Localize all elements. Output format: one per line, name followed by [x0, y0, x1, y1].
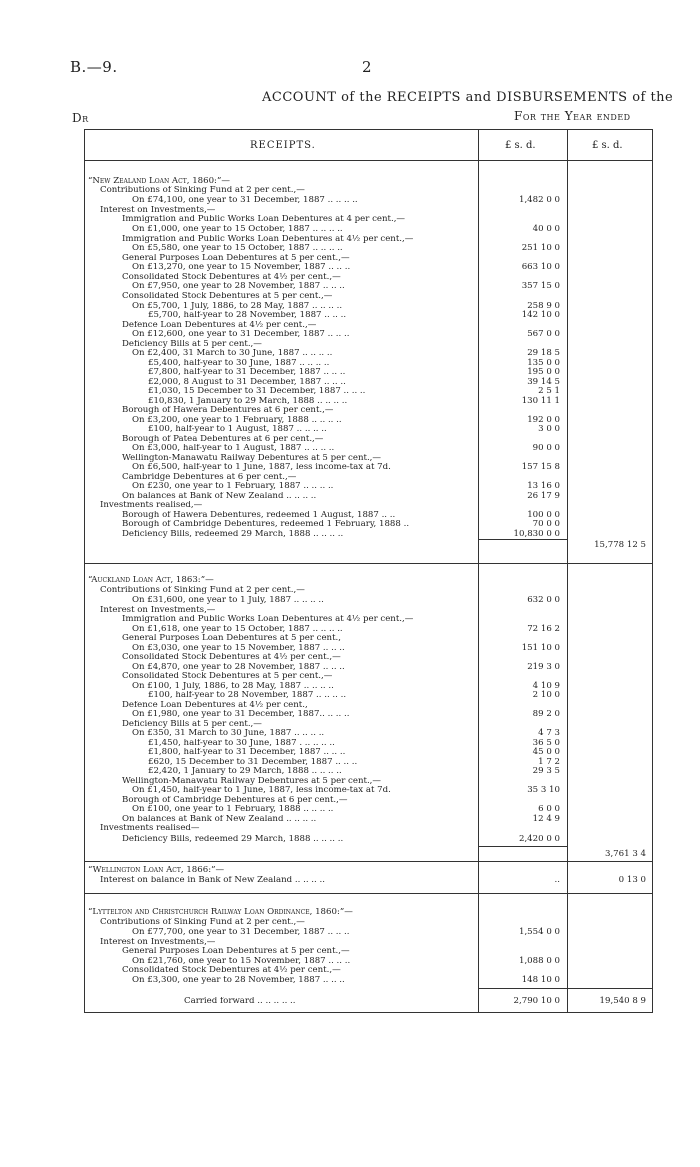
ledger-row-label: Wellington-Manawatu Railway Debentures at 5 per cent.,— — [122, 454, 381, 463]
rule-section-3 — [85, 893, 652, 894]
rule-total-2 — [479, 846, 567, 847]
ledger-row-amount: 70 0 0 — [530, 520, 560, 529]
amount-column-header: £ s. d. — [505, 140, 536, 151]
section-heading: “Auckland Loan Act, 1863:”— — [88, 576, 214, 585]
ledger-row-amount: 2,790 10 0 — [511, 997, 560, 1006]
receipts-column-header: RECEIPTS. — [250, 140, 316, 151]
ledger-row-label: On £3,200, one year to 1 February, 1888 .. .. .. .. — [132, 416, 342, 425]
ledger-row-label: £1,030, 15 December to 31 December, 1887 .. .. .. — [148, 387, 366, 396]
debit-label: Dr — [72, 111, 89, 125]
ledger-row-label: On £100, one year to 1 February, 1888 .. .. .. .. — [132, 805, 334, 814]
ledger-row-label: Borough of Cambridge Debentures at 6 per cent.,— — [122, 796, 348, 805]
ledger-row-label: Investments realised,— — [100, 501, 203, 510]
ledger-row-label: Deficiency Bills, redeemed 29 March, 1888 .. .. .. .. — [122, 530, 344, 539]
ledger-row-label: On £100, 1 July, 1886, to 28 May, 1887 .. .. .. .. — [132, 682, 334, 691]
ledger-row-label: Consolidated Stock Debentures at 4½ per cent.,— — [122, 273, 341, 282]
ledger-row-amount: 39 14 5 — [524, 378, 560, 387]
ledger-row-amount: 192 0 0 — [524, 416, 560, 425]
rule-section-1 — [85, 563, 652, 564]
ledger-row-label: Interest on Investments,— — [100, 206, 216, 215]
ledger-row-label: Defence Loan Debentures at 4½ per cent.,— — [122, 321, 317, 330]
ledger-row-amount: 29 3 5 — [530, 767, 560, 776]
ledger-row-label: On £21,760, one year to 15 November, 1887 .. .. .. — [132, 957, 351, 966]
ledger-row-label: Borough of Patea Debentures at 6 per cent.,— — [122, 435, 324, 444]
ledger-row-label: On £1,450, half-year to 1 June, 1887, less income-tax at 7d. — [132, 786, 391, 795]
ledger-row-label: Immigration and Public Works Loan Debentures at 4 per cent.,— — [122, 215, 406, 224]
ledger-row-label: £5,700, half-year to 28 November, 1887 .. .. .. — [148, 311, 347, 320]
ledger-row-label: £2,000, 8 August to 31 December, 1887 .. .. .. — [148, 378, 346, 387]
ledger-row-amount: 4 7 3 — [535, 729, 560, 738]
ledger-row-label: Cambridge Debentures at 6 per cent.,— — [122, 473, 297, 482]
ledger-row-label: Contributions of Sinking Fund at 2 per cent.,— — [100, 918, 305, 927]
ledger-row-label: General Purposes Loan Debentures at 5 per cent.,— — [122, 947, 350, 956]
page-number: 2 — [362, 58, 373, 76]
ledger-row-label: £10,830, 1 January to 29 March, 1888 .. .. .. .. — [148, 397, 348, 406]
table-right-border — [652, 129, 653, 1013]
ledger-row-label: On £230, one year to 1 February, 1887 .. .. .. .. — [132, 482, 334, 491]
ledger-row-amount: 40 0 0 — [530, 225, 560, 234]
section-heading: “Lyttelton and Christchurch Railway Loan Ordinance, 1860:”— — [88, 908, 353, 917]
ledger-row-label: On £12,600, one year to 31 December, 1887 .. .. .. — [132, 330, 350, 339]
ledger-row-amount: 1 7 2 — [535, 758, 560, 767]
ledger-row-amount: 26 17 9 — [524, 492, 560, 501]
ledger-row-label: On £3,000, half-year to 1 August, 1887 .. .. .. .. — [132, 444, 335, 453]
ledger-row-amount: 148 10 0 — [519, 976, 560, 985]
account-title: ACCOUNT of the RECEIPTS and DISBURSEMENTS of the — [262, 90, 674, 105]
ledger-row-label: Interest on Investments,— — [100, 606, 216, 615]
ledger-row-label: Immigration and Public Works Loan Debentures at 4½ per cent.,— — [122, 235, 414, 244]
ledger-row-label: On £5,700, 1 July, 1886, to 28 May, 1887 .. .. .. .. — [132, 302, 343, 311]
ledger-row-label: £100, half-year to 28 November, 1887 .. .. .. .. — [148, 691, 347, 700]
ledger-row-amount: 142 10 0 — [519, 311, 560, 320]
column-divider-1 — [478, 129, 479, 1013]
ledger-row-label: On £7,950, one year to 28 November, 1887 .. .. .. — [132, 282, 345, 291]
ledger-row-label: On £1,000, one year to 15 October, 1887 .. .. .. .. — [132, 225, 343, 234]
ledger-row-label: £1,450, half-year to 30 June, 1887 . .. .. .. .. — [148, 739, 335, 748]
ledger-row-amount: 357 15 0 — [519, 282, 560, 291]
ledger-row-amount: 90 0 0 — [530, 444, 560, 453]
table-left-border — [84, 129, 85, 1013]
ledger-row-label: Carried forward .. .. .. .. .. — [184, 997, 296, 1006]
rule-total-4 — [567, 988, 652, 989]
ledger-row-amount: 258 9 0 — [524, 302, 560, 311]
ledger-row-total: 0 13 0 — [618, 875, 646, 885]
ledger-row-amount: 130 11 1 — [519, 397, 560, 406]
ledger-row-amount: 3 0 0 — [535, 425, 560, 434]
ledger-row-label: Deficiency Bills, redeemed 29 March, 1888 .. .. .. .. — [122, 835, 344, 844]
ledger-row-amount: 2,420 0 0 — [516, 835, 560, 844]
rule-total-1 — [479, 539, 567, 540]
ledger-row-amount: 2 5 1 — [535, 387, 560, 396]
ledger-row-label: Deficiency Bills at 5 per cent.,— — [122, 340, 262, 349]
ledger-row-amount: 219 3 0 — [524, 663, 560, 672]
ledger-row-amount: 4 10 9 — [530, 682, 560, 691]
ledger-row-amount: 36 5 0 — [530, 739, 560, 748]
ledger-row-amount: 2 10 0 — [530, 691, 560, 700]
ledger-row-label: Borough of Cambridge Debentures, redeemed 1 February, 1888 .. — [122, 520, 410, 529]
ledger-row-label: On £6,500, half-year to 1 June, 1887, less income-tax at 7d. — [132, 463, 391, 472]
ledger-row-amount: 151 10 0 — [519, 644, 560, 653]
ledger-row-label: On £77,700, one year to 31 December, 1887 .. .. .. — [132, 928, 350, 937]
ledger-row-label: On £1,618, one year to 15 October, 1887 .. .. .. .. — [132, 625, 343, 634]
ledger-row-label: On £3,300, one year to 28 November, 1887 .. .. .. — [132, 976, 345, 985]
ledger-row-amount: 251 10 0 — [519, 244, 560, 253]
ledger-row-amount: 89 2 0 — [530, 710, 560, 719]
ledger-row-label: Interest on balance in Bank of New Zealand .. .. .. .. — [100, 876, 325, 885]
ledger-row-total: 3,761 3 4 — [604, 849, 646, 859]
ledger-row-label: £620, 15 December to 31 December, 1887 .. .. .. — [148, 758, 358, 767]
ledger-row-label: General Purposes Loan Debentures at 5 per cent., — [122, 634, 341, 643]
ledger-row-label: Defence Loan Debentures at 4½ per cent., — [122, 701, 308, 710]
page-ref: B.—9. — [70, 58, 118, 76]
total-column-header: £ s. d. — [592, 140, 623, 151]
ledger-row-label: General Purposes Loan Debentures at 5 per cent.,— — [122, 254, 350, 263]
ledger-row-amount: 157 15 8 — [519, 463, 560, 472]
ledger-row-amount: 10,830 0 0 — [511, 530, 560, 539]
ledger-row-amount: 1,554 0 0 — [516, 928, 560, 937]
ledger-row-label: Immigration and Public Works Loan Debentures at 4½ per cent.,— — [122, 615, 414, 624]
ledger-row-amount: 1,088 0 0 — [516, 957, 560, 966]
section-heading: “Wellington Loan Act, 1866:”— — [88, 866, 225, 875]
ledger-row-amount: 6 0 0 — [535, 805, 560, 814]
column-divider-2 — [567, 129, 568, 1013]
ledger-row-label: £1,800, half-year to 31 December, 1887 .. .. .. — [148, 748, 346, 757]
ledger-row-label: On £2,400, 31 March to 30 June, 1887 .. .. .. .. — [132, 349, 333, 358]
ledger-row-label: Borough of Hawera Debentures at 6 per cent.,— — [122, 406, 334, 415]
ledger-row-label: Wellington-Manawatu Railway Debentures at 5 per cent.,— — [122, 777, 381, 786]
ledger-row-amount: 29 18 5 — [524, 349, 560, 358]
ledger-row-label: On £1,980, one year to 31 December, 1887.. .. .. .. — [132, 710, 350, 719]
ledger-row-label: Interest on Investments,— — [100, 938, 216, 947]
ledger-row-amount: 567 0 0 — [524, 330, 560, 339]
ledger-row-total: 15,778 12 5 — [594, 540, 646, 550]
ledger-row-label: £100, half-year to 1 August, 1887 .. .. .. .. — [148, 425, 327, 434]
ledger-row-label: On £13,270, one year to 15 November, 1887 .. .. .. — [132, 263, 351, 272]
ledger-row-label: Borough of Hawera Debentures, redeemed 1 August, 1887 .. .. — [122, 511, 396, 520]
ledger-row-label: Investments realised— — [100, 824, 200, 833]
ledger-row-label: Consolidated Stock Debentures at 4½ per cent.,— — [122, 653, 341, 662]
rule-subtotal-4 — [479, 988, 567, 989]
ledger-row-label: On £31,600, one year to 1 July, 1887 .. .. .. .. — [132, 596, 324, 605]
ledger-row-label: Consolidated Stock Debentures at 5 per cent.,— — [122, 672, 333, 681]
ledger-row-amount: 45 0 0 — [530, 748, 560, 757]
ledger-row-label: On £3,030, one year to 15 November, 1887 .. .. .. — [132, 644, 345, 653]
ledger-row-amount: 135 0 0 — [524, 359, 560, 368]
ledger-row-amount: .. — [552, 876, 560, 885]
year-ended-label: For the Year ended — [514, 109, 631, 123]
ledger-row-amount: 1,482 0 0 — [516, 196, 560, 205]
ledger-row-label: £2,420, 1 January to 29 March, 1888 .. .. .. .. — [148, 767, 342, 776]
ledger-row-total: 19,540 8 9 — [599, 996, 646, 1006]
ledger-row-label: On balances at Bank of New Zealand .. .. .. .. — [122, 492, 317, 501]
ledger-row-amount: 195 0 0 — [524, 368, 560, 377]
section-heading: “New Zealand Loan Act, 1860:”— — [88, 177, 230, 186]
ledger-row-label: On £350, 31 March to 30 June, 1887 .. .. .. .. — [132, 729, 325, 738]
ledger-row-amount: 13 16 0 — [524, 482, 560, 491]
ledger-row-amount: 100 0 0 — [524, 511, 560, 520]
ledger-row-label: On balances at Bank of New Zealand .. .. .. .. — [122, 815, 317, 824]
ledger-row-label: Consolidated Stock Debentures at 5 per cent.,— — [122, 292, 333, 301]
ledger-row-amount: 663 10 0 — [519, 263, 560, 272]
ledger-row-label: £5,400, half-year to 30 June, 1887 .. .. .. .. — [148, 359, 330, 368]
ledger-row-label: Consolidated Stock Debentures at 4½ per cent.,— — [122, 966, 341, 975]
ledger-row-label: Contributions of Sinking Fund at 2 per cent.,— — [100, 586, 305, 595]
ledger-row-label: Deficiency Bills at 5 per cent.,— — [122, 720, 262, 729]
ledger-row-amount: 35 3 10 — [524, 786, 560, 795]
rule-section-2 — [85, 861, 652, 862]
ledger-row-amount: 12 4 9 — [530, 815, 560, 824]
ledger-row-label: £7,800, half-year to 31 December, 1887 .. .. .. — [148, 368, 346, 377]
ledger-row-label: On £5,580, one year to 15 October, 1887 .. .. .. .. — [132, 244, 343, 253]
ledger-row-amount: 632 0 0 — [524, 596, 560, 605]
ledger-row-label: On £4,870, one year to 28 November, 1887 .. .. .. — [132, 663, 345, 672]
ledger-row-amount: 72 16 2 — [524, 625, 560, 634]
ledger-row-label: Contributions of Sinking Fund at 2 per cent.,— — [100, 186, 305, 195]
ledger-row-label: On £74,100, one year to 31 December, 1887 .. .. .. .. — [132, 196, 358, 205]
